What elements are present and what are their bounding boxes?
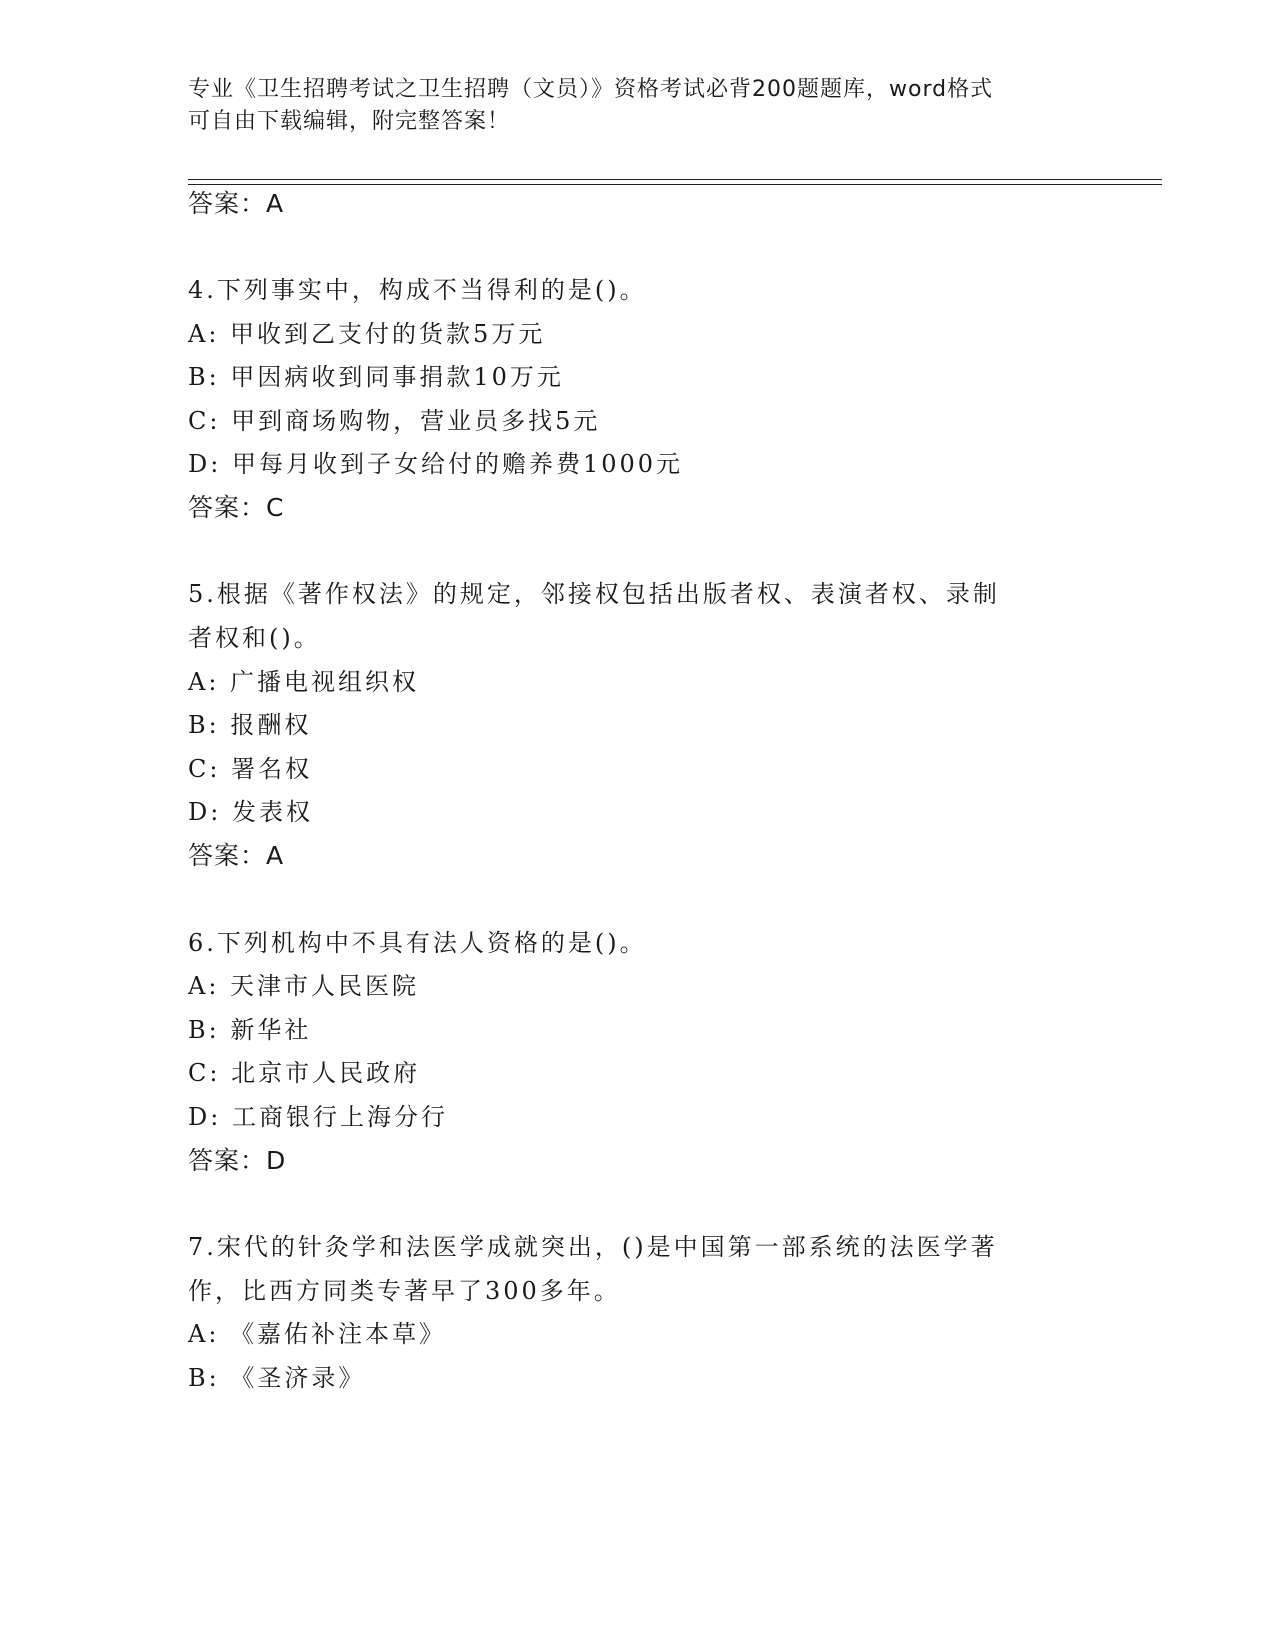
question-4-option-a: A: 甲收到乙支付的货款5万元 [188,320,546,348]
question-6-stem: 6.下列机构中不具有法人资格的是()。 [188,929,647,957]
question-6-option-c: C: 北京市人民政府 [188,1059,421,1087]
question-5-option-c: C: 署名权 [188,755,313,783]
previous-question-answer: 答案：A [188,189,285,218]
question-5-stem-line-2: 者权和()。 [188,624,321,652]
question-5-option-b: B: 报酬权 [188,711,312,739]
question-6-option-b: B: 新华社 [188,1016,312,1044]
question-7-option-b: B: 《圣济录》 [188,1364,366,1392]
question-5-answer: 答案：A [188,841,285,870]
header-title-line-2: 可自由下载编辑，附完整答案！ [188,109,511,134]
question-4-option-b: B: 甲因病收到同事捐款10万元 [188,363,564,391]
question-4-option-d: D: 甲每月收到子女给付的赡养费1000元 [188,450,684,478]
document-header [188,74,1088,138]
question-5-option-a: A: 广播电视组织权 [188,668,420,696]
question-4-answer: 答案：C [188,493,285,522]
question-7-option-a: A: 《嘉佑补注本草》 [188,1320,447,1348]
header-divider-top [188,179,1162,180]
question-7-stem-line-1: 7.宋代的针灸学和法医学成就突出，()是中国第一部系统的法医学著 [188,1233,998,1261]
question-6-answer: 答案：D [188,1146,287,1175]
question-4-option-c: C: 甲到商场购物，营业员多找5元 [188,407,601,435]
question-4-stem: 4.下列事实中，构成不当得利的是()。 [188,276,647,304]
question-7-stem-line-2: 作，比西方同类专著早了300多年。 [188,1277,621,1305]
header-title-line-1: 专业《卫生招聘考试之卫生招聘（文员）》资格考试必背200题题库，word格式 [188,77,994,102]
header-divider-bottom [188,184,1162,185]
question-5-stem-line-1: 5.根据《著作权法》的规定，邻接权包括出版者权、表演者权、录制 [188,580,1000,608]
question-6-option-d: D: 工商银行上海分行 [188,1103,448,1131]
question-6-option-a: A: 天津市人民医院 [188,972,420,1000]
question-5-option-d: D: 发表权 [188,798,313,826]
